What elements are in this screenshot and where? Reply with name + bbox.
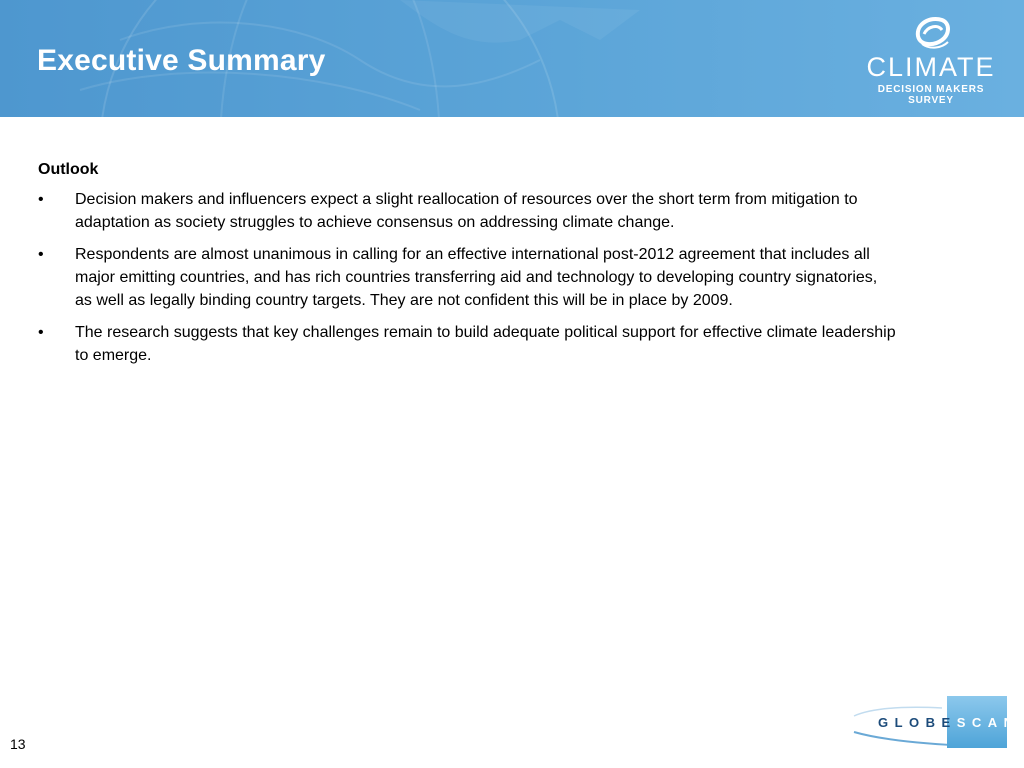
bullet-icon: • [38, 246, 44, 263]
climate-survey-logo [856, 14, 1006, 106]
list-item [38, 243, 898, 312]
slide-title: Executive Summary [37, 44, 326, 77]
climate-swirl-icon [912, 14, 952, 52]
bullet-text: Decision makers and influencers expect a slight reallocation of resources over the short term from mitigation to adaptation as society struggles to achieve consensus on addressing climate change. [75, 191, 858, 231]
title-banner [0, 0, 1024, 117]
globescan-logo [852, 696, 1020, 752]
logo-subtitle: DECISION MAKERS SURVEY [877, 84, 985, 106]
bullet-list [38, 188, 898, 367]
list-item [38, 321, 898, 367]
brand-left: GLOBE [878, 715, 957, 730]
slide-body [38, 161, 898, 376]
brand-right: SCAN [956, 715, 1020, 730]
bullet-icon: • [38, 191, 44, 208]
bullet-icon: • [38, 324, 44, 341]
logo-wordmark: CLIMATE [866, 52, 996, 82]
section-heading: Outlook [38, 161, 99, 178]
bullet-text: The research suggests that key challenges remain to build adequate political support for effective climate leadership to emerge. [75, 324, 896, 364]
bullet-text: Respondents are almost unanimous in calling for an effective international post-2012 agreement that includes all major emitting countries, and has rich countries transferring aid and technology to developing country signatories, as well as legally binding country targets. They are not confident this will be in place by 2009. [75, 246, 878, 309]
list-item [38, 188, 898, 234]
page-number: 13 [10, 736, 26, 752]
globescan-wordmark [878, 715, 1020, 730]
